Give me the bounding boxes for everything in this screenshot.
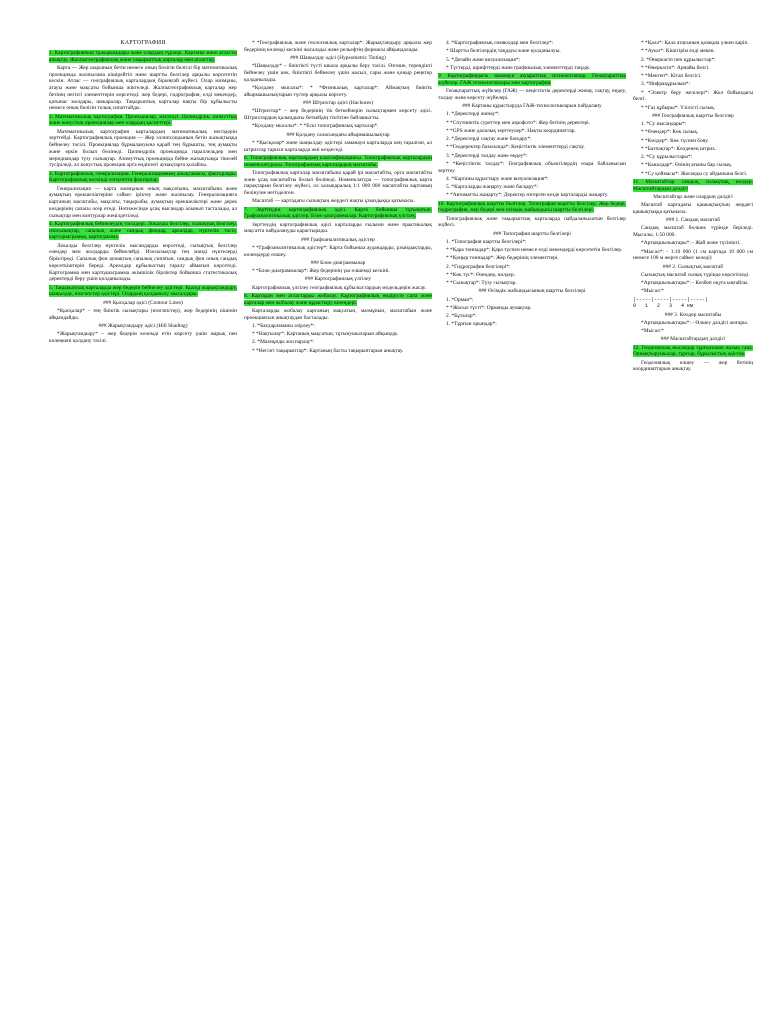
list-item: 2. *Су құрылыстары*:	[641, 154, 693, 160]
column-3	[438, 40, 626, 330]
paragraph: Топографиялық карталар масштабына қарай ірі масштабты, орта масштабты және ұсақ масштабты болып бөлінеді. Номенклатура — топографиялық карта парақтарын белгілеу жүйесі, ол халықаралық 1:1 000 000 масштабты картаның бөлінуіне негізделген.	[244, 169, 432, 196]
list-item: 2. *Бұталар*:	[446, 313, 477, 319]
paragraph: Карталарды жобалау картаның мақсатын, мазмұнын, масштабын және проекциясын анықтаудан басталады.	[244, 307, 432, 321]
subheading: ### Картаны құрастыруда ГАЖ-технологияларын пайдалану	[462, 103, 602, 109]
paragraph: Локалды белгілер нүктелік нысандарды көрсетеді, сызықтық белгілер өзендер мен жолдарды бейнелейді. Изосызықтар тең мәнді нүктелерді біріктіреді. Сапалық фон аумақтың сапалық сипатын, сандық фон оның сандық көрсеткіштерін береді. Ареалдар құбылыстың таралу аймағын көрсетеді. Картограмма мен картодиаграмма әкімшілік бірліктер бойынша статистикалық деректерді беру үшін қолданылады.	[49, 242, 237, 283]
list-item: 2. *Гидрография белгілері*:	[446, 263, 511, 270]
subheading: ### Өсімдік жабындысының шартты белгілері	[478, 288, 586, 295]
list-item: 1. *Деректерді жинау*:	[446, 111, 500, 118]
paragraph: *Шаңылдау* – биіктікті түсті шкала арқылы беру тәсілі. Өзгеше, тереңдікті бейнелеу үшін көк, биіктікті бейнелеу үшін жасыл, сары және қоңыр реңктер қолданылады.	[244, 63, 432, 83]
subheading: ### Штрихтар әдісі (Hachures)	[302, 100, 374, 106]
paragraph: *Артықшылықтары*: - Көзбен оқуға ыңғайлы.	[641, 280, 749, 286]
paragraph: *Қолдану мысалы*: * *Ескі топографиялық карталар*.	[252, 123, 379, 130]
list-item: 2. *Деректерді сақтау және басқару*:	[446, 136, 532, 142]
list-item: 5. *Карталарды жаңарту және басқару*:	[446, 184, 539, 190]
paragraph: * *Блок-диаграммалар*: Жер бедерінің үш өлшемді кескіні.	[252, 268, 390, 274]
paragraph: Масштаб — картадағы сызықтың жердегі нақты ұзындыққа қатынасы.	[252, 198, 415, 205]
list-item: * *Каналдар*: Өзінің ағыны бар сызық.	[641, 162, 733, 169]
list-item: * *Газ құбыры*: Үзілісті сызық.	[641, 104, 716, 111]
subheading: ### Қолдану саласындағы айырмашылықтар	[286, 131, 390, 138]
subheading: ### 1. Сандық масштаб	[666, 217, 720, 223]
list-item: 1. *Топография шартты белгілері*:	[446, 238, 527, 245]
list-item: * *Жасыл түсті*: Орманды аумақтар.	[446, 304, 532, 311]
paragraph: *Қысқалар* – тең биіктік сызықтары (изогипстер), жер бедерінің пішінін айқындайды.	[49, 307, 237, 321]
list-item: * *Ауыл*: Кішігірім елді мекен.	[641, 48, 715, 55]
paragraph: Картографиялық үлгілеу географиялық құбылыстардың модельдерін жасау.	[252, 284, 427, 291]
list-item: * *Автоматты жаңарту*: Деректер өзгерген кезде карталарды жаңарту.	[446, 192, 609, 199]
list-item: * *Кеңістіктік талдау*: Географиялық объектілердің өзара байланысын зерттеу.	[438, 160, 626, 174]
paragraph: Масштаб картадағы қашықтықтың жердегі қашықтыққа қатынасы.	[633, 202, 753, 215]
list-item: * *Спутниктік суреттер мен аэрофото*: Жер бетінің деректері.	[446, 119, 591, 126]
section-heading-5: 5. Тақырыптық карталарда жер бедерін бейнелеу әдістері. Қысқа жарықтандыру, шаңылдау, изогипстер әдістері. Олардың қолданылу мысалдары.	[49, 284, 237, 298]
subheading: ### Қысқалар әдісі (Contour Lines)	[103, 299, 183, 306]
paragraph: *Мысал:*	[641, 288, 664, 295]
list-item: * *Өнеркәсіп*: Арнайы белгі.	[641, 64, 710, 71]
paragraph: *Мысал:*	[641, 328, 664, 334]
document-title: КАРТОГРАФИЯ	[120, 40, 166, 46]
list-item: * *Өзендер*: Көк сызық.	[641, 129, 699, 136]
section-heading-7: 7. Зерттеудің картографиялық әдісі. Карта бойынша тұтынатын. Графоаналитикалық әдістер. Блок-диаграммалар. Картографиялық үлгілеу.	[244, 206, 432, 220]
paragraph: *Мысал*: - 1:10 000 (1 см картада 10 000 см немесе 100 м жерге сәйкес келеді)	[633, 248, 753, 262]
list-item: 4. *Картографиялық символдар мен белгілер*:	[446, 40, 554, 46]
list-item: * *Сызықтар*: Түзу сызықтар.	[446, 280, 517, 286]
subheading: Масштабтар және олардың дәлдігі	[653, 193, 733, 200]
list-item: 3. *Деректерді талдау және өңдеу*:	[446, 152, 528, 159]
section-heading-10: 10. Картографиялық шартты белгілер. Топография шартты белгілер. Жер бедері, гидрография, жер бедері мен өсімдік жабындысы шартты белгілері.	[438, 200, 626, 214]
subheading: ### Географиялық шартты белгілер	[652, 112, 734, 119]
paragraph: Сызықтық масштаб сызық түрінде көрсетіледі.	[641, 271, 750, 278]
list-item: * *Батпақтар*: Көлденең штрих.	[641, 145, 717, 152]
section-heading-1: 1. Картографияның тұжырымдары және олардың түрлері. Картаны және атласты анықтау. Жалпыгеографиялық және тақырыптық карталар мен атластар.	[49, 49, 237, 63]
list-item: * Түстерді, шрифттерді және графикалық элементтерді таңдау.	[446, 64, 591, 71]
section-heading-2: 2. Математикалық картография. Проекциялар, жіктелуі. Цилиндрлік, азимуттық және конустық проекциялар мен олардың қасиеттері.	[49, 113, 237, 127]
list-item: * *Көк түс*: Өзендер, көлдер.	[446, 271, 515, 278]
column-4	[633, 40, 753, 375]
subheading: ### 2. Сызықтық масштаб	[662, 263, 724, 270]
list-item: 4. *Картаны құрастыру және визуализация*:	[446, 175, 549, 182]
section-heading-8: 8. Картадан мен атластарды жобалау. Картографиялық өндірісте сапа және карталар мен жобалау және құрастыру кезеңдері.	[244, 292, 432, 306]
linear-scale-ruler: |-----|-----|-----|-----| 0 1 2 3 4 км	[633, 296, 709, 310]
list-item: 1. *Тұрғын орындар*:	[446, 321, 497, 328]
list-item: * *GPS және далалық зерттеулер*: Нақты координаттар.	[446, 127, 576, 134]
paragraph: Геоақпараттық жүйелер (ГАЖ) — кеңістіктік деректерді жинау, сақтау, өңдеу, талдау және көрсету жүйелері.	[438, 88, 626, 101]
list-item: * *Қала*: Қала атауының қазақша үлкен қаріп.	[641, 40, 749, 46]
list-item: 2. *Өнеркәсіп пен құрылыстар*:	[641, 56, 716, 63]
list-item: * *Электр беру желілері*: Жол бойындағы белгі.	[633, 89, 753, 103]
list-item: 1. *Орман*:	[446, 296, 474, 303]
paragraph: Топографиялық және тақырыптық карталарда пайдаланылатын белгілер жүйесі.	[438, 215, 626, 229]
list-item: * *Нақтылау*: Картаның мақсатын, тұтынушыларын айқындау.	[252, 331, 399, 337]
section-heading-6: 6. Топографиялық карталардың классификациясы. Топографиялық карталардың номенклатурасы. Топографиялық карталардың масштабы.	[244, 154, 432, 168]
paragraph: *Штрихтар* – жер бедерінің тік беткейлерін сызықтармен көрсету әдісі. Штрихтардың қалыңдығы беткейдің тіктігіне байланысты.	[244, 108, 432, 121]
list-item: * *Негізгі тақырыптар*: Картаның басты тақырыптарын анықтау.	[252, 347, 404, 354]
subheading: ### Топография шартты белгілері	[493, 230, 571, 237]
paragraph: *Жарықтандыру* – жер бедерін көлемді етіп көрсету үшін жарық пен көлеңкені қолдану тәсілі.	[49, 331, 237, 344]
list-item: 1. *Су нысандары*:	[641, 121, 687, 127]
section-heading-11: 11. Масштабтар: сандық, сызықтық, көлдер. Масштабтардың дәлдігі	[633, 178, 753, 192]
list-item: * *Қоңыр тоннадар*: Жер бедерінің элементтері.	[446, 255, 559, 262]
list-item: * *Мектеп*: Кітап белгісі.	[641, 73, 702, 79]
list-item: * Шартты белгілердің таңдауы және қолданылуы.	[446, 48, 561, 55]
paragraph: Математикалық картография карталардың математикалық негіздерін зерттейді. Картографиялық проекция — Жер эллипсоидының бетін жазықтыққа бейнелеу тәсілі. Проекциялар бұрмалануына қарай тең бұрышты, тең аумақты және еркін болып бөлінеді. Цилиндрлік проекцияда параллельдер мен меридиандар түзу сызықтар. Азимуттық проекцияда бейне жазықтыққа тікелей түсіріледі, ал конустық проекция орта ендіктегі аумақтарға қолайлы.	[49, 128, 237, 169]
section-heading-3: 3. Картографиялық генерализация. Генерализацияның анықтамасы, факторлары. Картографиялық кескінді өзгертетін факторлар.	[49, 170, 237, 184]
list-item: 5. *Дизайн және визуализация*:	[446, 56, 521, 63]
paragraph: Зерттеудің картографиялық әдісі карталарды ғылыми және практикалық мақсатта пайдалануды қарастырады.	[244, 221, 432, 235]
list-item: 2. *Мазмұнды жоспарлау*:	[252, 339, 315, 346]
list-item: * *Геодеректер базасында*: Кеңістіктік элементтерді сақтау.	[446, 144, 585, 151]
paragraph: * *Географиялық және геологиялық карталар*: Жарықтандыру арқылы жер бедерінің көлемді кескіні жасалады және рельефтің формасы айқындалады.	[244, 40, 432, 53]
subheading: ### Графоаналитикалық әдістер	[301, 236, 375, 243]
paragraph: Карта — Жер шарының бетін немесе оның бөлігін белгілі бір математикалық проекцияда жалпылама кішірейтіп және шартты белгілер арқылы көрсететін кескін. Атлас — географиялық карталардың бірыңғай жүйесі. Олар мазмұны, атауы және мақсаты бойынша жіктеледі. Жалпыгеографиялық карталар жер бетінің негізгі элементтерін көрсетеді: жер бедері, гидрография, елді мекендер, қатынас жолдары, шекаралар. Тақырыптық карталар нақты бір құбылысты немесе оның бөлігін толық сипаттайды.	[49, 64, 237, 112]
paragraph: *Артықшылықтары*: - Жай және түсінікті.	[641, 240, 741, 247]
list-item: * *Қара тоннадар*: Қара түспен немесе елді мекендерді көрсететін белгілер.	[446, 247, 623, 253]
section-heading-12: 12. Геодезиялық нысандар тұрғысынан жазық сана. Орнықтырушылар, тұрғыр, бұрылыстық әдістер.	[633, 344, 753, 358]
subheading: ### 3. Көлдер масштабы	[664, 311, 722, 318]
column-2	[244, 40, 432, 356]
paragraph: *Артықшылықтары*: - Өлшеу дәлдігі жоғары.	[641, 319, 749, 326]
paragraph: * *Графоаналитикалық әдістер*: Карта бойынша аудандарды, ұзындықтарды, көлемдерді өлшеу.	[244, 244, 432, 258]
list-item: * *Көлдер*: Көк түспен бояу.	[641, 137, 709, 144]
paragraph: Сандық масштаб бөлшек түрінде беріледі. Мысалы, 1:50 000.	[633, 225, 753, 238]
subheading: ### Шаңылдау әдісі (Hypsometric Tinting)	[290, 55, 386, 61]
list-item: 3. *Инфрақұрылым*:	[641, 81, 690, 88]
list-item: * *Су қоймасы*: Жасанды су айдынына белгі.	[641, 170, 748, 177]
section-heading-9: 9. Картографиядағы заманауи ақпараттық технологиялар. Геоақпараттық жүйелер. ГАЖ технологиялары мен картография.	[438, 73, 626, 86]
paragraph: * *Қысқалар* және шаңылдау әдістері заманауи карталарда кең таралған, ал штрихтар тарихи карталарда жиі кездеседі.	[244, 139, 432, 153]
subheading: ### Масштабтардың дәлдігі	[660, 336, 726, 343]
paragraph: *Қолдану мысалы*: * *Физикалық карталар*: Аймақтың биіктік айырмашылықтарын түстер арқылы көрсету.	[244, 85, 432, 98]
section-heading-4: 4. Картографиялық бейнелеудің тәсілдері. Локалды белгілер, сызықтық белгілер, изосызықтар, сапалық және сандық фондар, ареалдар, нүктелік тәсіл, картодиаграмма, картограмма.	[49, 220, 237, 241]
subheading: ### Блок-диаграммалар	[310, 259, 366, 266]
paragraph: Геодезиялық өлшеу — жер бетінің координаттарын анықтау.	[633, 359, 753, 373]
subheading: ### Картографиялық үлгілеу	[304, 276, 372, 283]
column-1	[49, 40, 237, 346]
paragraph: Генерализация — карта мазмұнын оның мақсатына, масштабына және аумақтың ерекшеліктеріне сәйкес іріктеу және жалпылау. Генерализацияға картаның масштабы, мақсаты, тақырыбы, аумақтың ерекшеліктері және дерек көздерінің сапасы әсер етеді. Нәтижесінде ұсақ нысандар алынып тасталады, ал сызықтар мен контурлар жеңілдетіледі.	[49, 185, 237, 219]
subheading: ### Жарықтандыру әдісі (Hill Shading)	[98, 322, 188, 329]
list-item: 1. *Бағдарламаны әзірлеу*:	[252, 322, 315, 329]
